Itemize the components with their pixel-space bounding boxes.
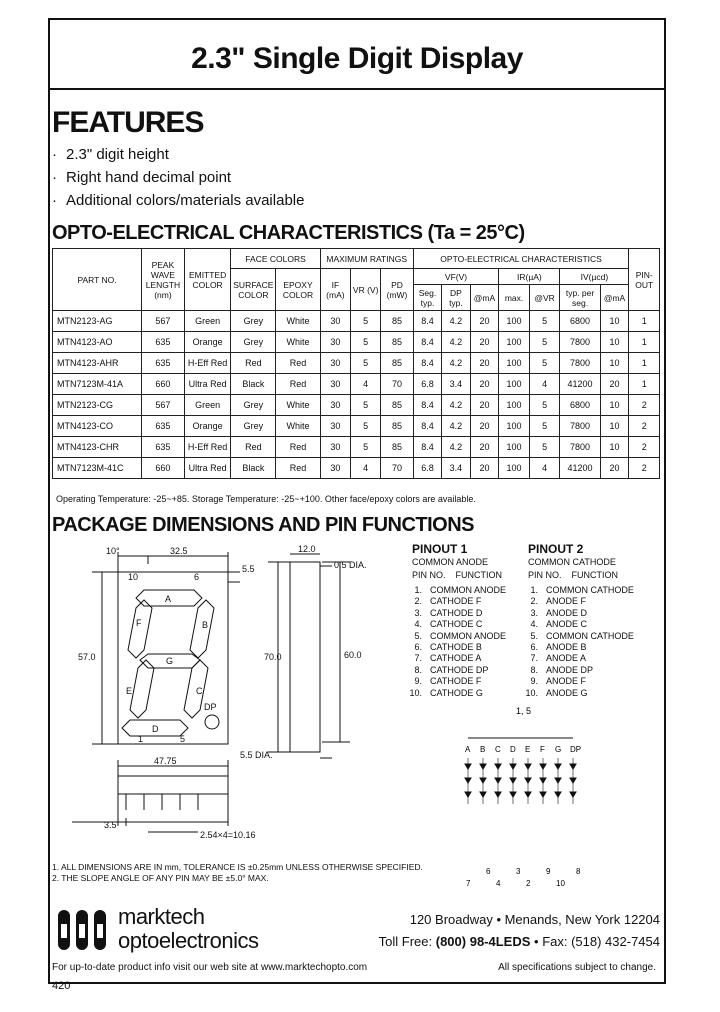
dim-12-0: 12.0 <box>298 544 316 554</box>
circuit-pin-number: 2 <box>526 879 531 888</box>
segment-f <box>128 600 152 658</box>
company-address: 120 Broadway • Menands, New York 12204 <box>409 912 660 927</box>
circuit-common-pins: 1, 5 <box>516 706 532 716</box>
dim-pin-pitch: 2.54×4=10.16 <box>200 830 256 840</box>
table-cell: 100 <box>499 395 529 416</box>
table-cell: 100 <box>499 374 529 395</box>
table-cell: 30 <box>320 395 350 416</box>
seg-label-f: F <box>136 618 142 628</box>
pin-label-6: 6 <box>194 572 200 582</box>
seg-label-g: G <box>166 656 174 666</box>
col-epoxy: EPOXY COLOR <box>276 269 320 311</box>
table-cell: 20 <box>470 416 499 437</box>
table-cell: 2 <box>629 395 660 416</box>
circuit-label: F <box>540 745 545 754</box>
pinout2-row: 9. ANODE F <box>530 676 587 687</box>
table-cell: 4 <box>351 374 381 395</box>
dim-47-75: 47.75 <box>154 756 177 766</box>
dimension-notes <box>52 862 423 884</box>
table-cell: 1 <box>629 353 660 374</box>
table-cell: MTN4123-CO <box>53 416 142 437</box>
pinout1-row: 1. COMMON ANODE <box>414 585 507 595</box>
col-face-colors: FACE COLORS <box>231 249 320 269</box>
table-cell: 85 <box>381 311 413 332</box>
table-cell: 70 <box>381 458 413 479</box>
pin-label-10: 10 <box>128 572 139 582</box>
col-surface: SURFACE COLOR <box>231 269 276 311</box>
table-cell: 100 <box>499 437 529 458</box>
table-row <box>53 395 660 416</box>
table-cell: 7800 <box>560 332 600 353</box>
table-cell: Black <box>231 458 276 479</box>
table-cell: 4.2 <box>442 311 470 332</box>
table-cell: 5 <box>351 395 381 416</box>
table-cell: 567 <box>142 311 185 332</box>
table-cell: Grey <box>231 416 276 437</box>
table-cell: 85 <box>381 395 413 416</box>
dim-10deg: 10° <box>106 546 120 556</box>
table-cell: H-Eff Red <box>184 437 231 458</box>
table-cell: 5 <box>529 311 560 332</box>
table-cell: MTN7123M-41A <box>53 374 142 395</box>
table-cell: MTN7123M-41C <box>53 458 142 479</box>
table-cell: 10 <box>600 437 629 458</box>
pinout2-row: 3. ANODE D <box>530 607 588 618</box>
table-cell: Ultra Red <box>184 458 231 479</box>
table-cell: 41200 <box>560 458 600 479</box>
table-cell: 85 <box>381 437 413 458</box>
table-cell: 30 <box>320 437 350 458</box>
pinout1-row: 7. CATHODE A <box>414 653 482 664</box>
table-cell: 100 <box>499 416 529 437</box>
table-cell: 85 <box>381 416 413 437</box>
table-cell: 635 <box>142 353 185 374</box>
table-row <box>53 416 660 437</box>
col-seg-typ: Seg. typ. <box>413 285 442 311</box>
table-cell: 20 <box>470 374 499 395</box>
table-cell: 2 <box>629 458 660 479</box>
table-cell: 6.8 <box>413 374 442 395</box>
table-cell: White <box>276 395 320 416</box>
note-2: 2. THE SLOPE ANGLE OF ANY PIN MAY BE ±5.0° MAX. <box>52 873 269 883</box>
table-cell: 2 <box>629 437 660 458</box>
package-drawing <box>52 542 407 842</box>
circuit-pin-number: 8 <box>576 867 581 876</box>
feature-item: · Additional colors/materials available <box>52 192 305 209</box>
table-cell: 8.4 <box>413 332 442 353</box>
circuit-pin-number: 7 <box>466 879 471 888</box>
table-cell: Red <box>276 374 320 395</box>
pinout1-row: 3. CATHODE D <box>414 607 483 618</box>
table-cell: 5 <box>351 353 381 374</box>
table-cell: 5 <box>351 311 381 332</box>
pinout1-row: 8. CATHODE DP <box>414 664 489 675</box>
table-row <box>53 437 660 458</box>
table-cell: 7800 <box>560 416 600 437</box>
col-pd: PD (mW) <box>381 269 413 311</box>
table-cell: 100 <box>499 311 529 332</box>
feature-item: · Right hand decimal point <box>52 169 232 186</box>
page-number: 420 <box>52 980 71 992</box>
table-cell: 41200 <box>560 374 600 395</box>
table-cell: 20 <box>470 458 499 479</box>
table-cell: MTN4123-AHR <box>53 353 142 374</box>
table-cell: 30 <box>320 416 350 437</box>
table-cell: 635 <box>142 437 185 458</box>
table-cell: 8.4 <box>413 437 442 458</box>
pinout1-list <box>400 585 506 699</box>
table-cell: MTN4123-AO <box>53 332 142 353</box>
pin-label-1: 1 <box>138 734 144 744</box>
table-cell: Ultra Red <box>184 374 231 395</box>
dim-57-0: 57.0 <box>78 652 96 662</box>
table-cell: 5 <box>529 353 560 374</box>
dim-60-0: 60.0 <box>344 650 362 660</box>
table-cell: 5 <box>351 332 381 353</box>
pinout1-row: 10. CATHODE G <box>409 687 483 698</box>
table-cell: Red <box>276 437 320 458</box>
table-cell: 30 <box>320 374 350 395</box>
seg-label-e: E <box>126 686 133 696</box>
table-cell: 6800 <box>560 311 600 332</box>
table-cell: 3.4 <box>442 374 470 395</box>
col-peak-wave: PEAK WAVE LENGTH (nm) <box>142 249 185 311</box>
company-phone: Toll Free: (800) 98-4LEDS • Fax: (518) 432-7454 <box>378 934 660 949</box>
pinout2-row: 1. COMMON CATHODE <box>530 585 634 595</box>
spec-table-body <box>53 311 660 479</box>
col-at-ma2: @mA <box>600 285 629 311</box>
table-cell: 6800 <box>560 395 600 416</box>
table-cell: 3.4 <box>442 458 470 479</box>
pinout1-headers: PIN NO. FUNCTION <box>412 570 503 580</box>
table-cell: Red <box>231 437 276 458</box>
dim-5-5: 5.5 <box>242 564 255 574</box>
table-cell: 85 <box>381 332 413 353</box>
table-cell: White <box>276 311 320 332</box>
table-cell: 4 <box>351 458 381 479</box>
pinout1-type: COMMON ANODE <box>412 557 489 567</box>
col-vr: VR (V) <box>351 269 381 311</box>
table-cell: 30 <box>320 458 350 479</box>
table-cell: 8.4 <box>413 353 442 374</box>
seg-label-a: A <box>165 594 172 604</box>
table-cell: 10 <box>600 353 629 374</box>
table-cell: 8.4 <box>413 395 442 416</box>
table-cell: 20 <box>470 353 499 374</box>
table-cell: 20 <box>470 311 499 332</box>
table-cell: MTN2123-CG <box>53 395 142 416</box>
company-logo <box>56 904 116 952</box>
col-at-vr: @VR <box>529 285 560 311</box>
circuit-label: E <box>525 745 531 754</box>
table-cell: Red <box>276 458 320 479</box>
table-cell: 20 <box>470 332 499 353</box>
table-cell: 30 <box>320 332 350 353</box>
table-cell: 4.2 <box>442 416 470 437</box>
table-cell: 4.2 <box>442 332 470 353</box>
segment-e <box>130 660 154 718</box>
pinout1-row: 4. CATHODE C <box>414 619 483 630</box>
company-name-2: optoelectronics <box>118 928 259 953</box>
table-cell: 10 <box>600 416 629 437</box>
seg-label-d: D <box>152 724 159 734</box>
pin-label-5: 5 <box>180 734 186 744</box>
col-typ-per-seg: typ. per seg. <box>560 285 600 311</box>
table-cell: 5 <box>529 395 560 416</box>
table-cell: 20 <box>470 395 499 416</box>
table-cell: 10 <box>600 332 629 353</box>
table-cell: 4 <box>529 458 560 479</box>
table-cell: 8.4 <box>413 311 442 332</box>
table-cell: 10 <box>600 395 629 416</box>
pinout2-row: 8. ANODE DP <box>530 664 594 675</box>
table-cell: 4.2 <box>442 353 470 374</box>
circuit-pin-number: 9 <box>546 867 551 876</box>
col-if: IF (mA) <box>320 269 350 311</box>
table-cell: 1 <box>629 332 660 353</box>
circuit-label: A <box>465 745 471 754</box>
table-cell: 100 <box>499 458 529 479</box>
table-cell: 7800 <box>560 437 600 458</box>
table-row <box>53 311 660 332</box>
pinout2-row: 7. ANODE A <box>530 653 587 664</box>
seg-label-dp: DP <box>204 702 217 712</box>
pinout1-title: PINOUT 1 <box>412 542 468 556</box>
title-box <box>48 18 666 90</box>
pinout2-type: COMMON CATHODE <box>528 557 616 567</box>
table-cell: 100 <box>499 353 529 374</box>
table-cell: 567 <box>142 395 185 416</box>
pinout2-row: 2. ANODE F <box>530 596 587 607</box>
table-cell: 5 <box>529 416 560 437</box>
website-note: For up-to-date product info visit our web site at www.marktechopto.com <box>52 962 368 973</box>
table-cell: 4 <box>529 374 560 395</box>
circuit-diagram <box>456 704 596 890</box>
pinout2-row: 6. ANODE B <box>530 642 587 653</box>
table-cell: 85 <box>381 353 413 374</box>
circuit-pin-number: 3 <box>516 867 521 876</box>
table-row <box>53 374 660 395</box>
features-heading: FEATURES <box>52 106 204 139</box>
col-pinout: PIN-OUT <box>629 249 660 311</box>
dim-0-5-dia: 0.5 DIA. <box>334 560 367 570</box>
table-cell: 20 <box>600 374 629 395</box>
table-cell: 5 <box>351 416 381 437</box>
pinout2-title: PINOUT 2 <box>528 542 584 556</box>
table-cell: Green <box>184 311 231 332</box>
table-cell: 5 <box>529 437 560 458</box>
table-cell: White <box>276 416 320 437</box>
package-heading: PACKAGE DIMENSIONS AND PIN FUNCTIONS <box>52 514 475 536</box>
page-title: 2.3" Single Digit Display <box>191 42 523 75</box>
table-cell: 30 <box>320 353 350 374</box>
table-cell: 1 <box>629 374 660 395</box>
table-cell: MTN2123-AG <box>53 311 142 332</box>
spec-change-note: All specifications subject to change. <box>498 962 656 973</box>
table-cell: Grey <box>231 395 276 416</box>
col-max-ratings: MAXIMUM RATINGS <box>320 249 413 269</box>
opto-heading: OPTO-ELECTRICAL CHARACTERISTICS (Ta = 25°C) <box>52 222 525 244</box>
circuit-label: DP <box>570 745 582 754</box>
pinout2-row: 4. ANODE C <box>530 619 588 630</box>
feature-item: · 2.3" digit height <box>52 146 169 163</box>
col-part-no: PART NO. <box>53 249 142 311</box>
table-cell: 4.2 <box>442 395 470 416</box>
circuit-pin-number: 10 <box>556 879 565 888</box>
dim-70-0: 70.0 <box>264 652 282 662</box>
dim-5-5-dia: 5.5 DIA. <box>240 750 273 760</box>
table-cell: 635 <box>142 332 185 353</box>
table-cell: 20 <box>470 437 499 458</box>
table-cell: 635 <box>142 416 185 437</box>
pinout2-row: 5. COMMON CATHODE <box>530 630 634 641</box>
table-cell: 7800 <box>560 353 600 374</box>
pinout1-row: 2. CATHODE F <box>414 596 482 607</box>
table-row <box>53 458 660 479</box>
seg-label-c: C <box>196 686 203 696</box>
circuit-label: D <box>510 745 516 754</box>
circuit-label: G <box>555 745 562 754</box>
table-cell: H-Eff Red <box>184 353 231 374</box>
table-cell: 70 <box>381 374 413 395</box>
col-opto-char: OPTO-ELECTRICAL CHARACTERISTICS <box>413 249 629 269</box>
table-cell: 660 <box>142 458 185 479</box>
col-at-ma: @mA <box>470 285 499 311</box>
pinout2-headers: PIN NO. FUNCTION <box>528 570 619 580</box>
table-row <box>53 353 660 374</box>
table-cell: Green <box>184 395 231 416</box>
table-cell: MTN4123-CHR <box>53 437 142 458</box>
table-cell: 20 <box>600 458 629 479</box>
spec-table <box>52 248 660 479</box>
table-cell: Grey <box>231 311 276 332</box>
table-cell: 1 <box>629 311 660 332</box>
segment-dp <box>205 715 219 729</box>
pinout2-list <box>516 585 634 699</box>
table-cell: Red <box>276 353 320 374</box>
table-cell: Orange <box>184 332 231 353</box>
table-cell: 10 <box>600 311 629 332</box>
table-cell: 660 <box>142 374 185 395</box>
table-cell: 30 <box>320 311 350 332</box>
table-cell: 2 <box>629 416 660 437</box>
table-cell: Red <box>231 353 276 374</box>
company-name-1: marktech <box>118 904 205 929</box>
note-1: 1. ALL DIMENSIONS ARE IN mm, TOLERANCE IS ±0.25mm UNLESS OTHERWISE SPECIFIED. <box>52 862 423 872</box>
table-cell: White <box>276 332 320 353</box>
table-cell: 4.2 <box>442 437 470 458</box>
dim-32-5: 32.5 <box>170 546 188 556</box>
col-iv: IV(µcd) <box>560 269 629 285</box>
table-cell: Black <box>231 374 276 395</box>
table-cell: Grey <box>231 332 276 353</box>
pinout1-row: 9. CATHODE F <box>414 676 482 687</box>
table-cell: 8.4 <box>413 416 442 437</box>
col-dp-typ: DP typ. <box>442 285 470 311</box>
circuit-pin-number: 6 <box>486 867 491 876</box>
circuit-label: B <box>480 745 486 754</box>
seg-label-b: B <box>202 620 209 630</box>
col-emitted: EMITTED COLOR <box>184 249 231 311</box>
pinout1-row: 6. CATHODE B <box>414 642 482 653</box>
table-cell: 5 <box>529 332 560 353</box>
dim-3-5: 3.5 <box>104 820 117 830</box>
table-cell: 5 <box>351 437 381 458</box>
table-cell: Orange <box>184 416 231 437</box>
pinout1-row: 5. COMMON ANODE <box>414 630 507 641</box>
table-row <box>53 332 660 353</box>
table-cell: 100 <box>499 332 529 353</box>
col-vf: VF(V) <box>413 269 499 285</box>
col-ir: IR(µA) <box>499 269 560 285</box>
col-max: max. <box>499 285 529 311</box>
circuit-pin-number: 4 <box>496 879 501 888</box>
table-cell: 6.8 <box>413 458 442 479</box>
pinout2-row: 10. ANODE G <box>525 687 588 698</box>
circuit-label: C <box>495 745 501 754</box>
temperature-note: Operating Temperature: -25~+85. Storage Temperature: -25~+100. Other face/epoxy colors are available. <box>56 494 476 504</box>
